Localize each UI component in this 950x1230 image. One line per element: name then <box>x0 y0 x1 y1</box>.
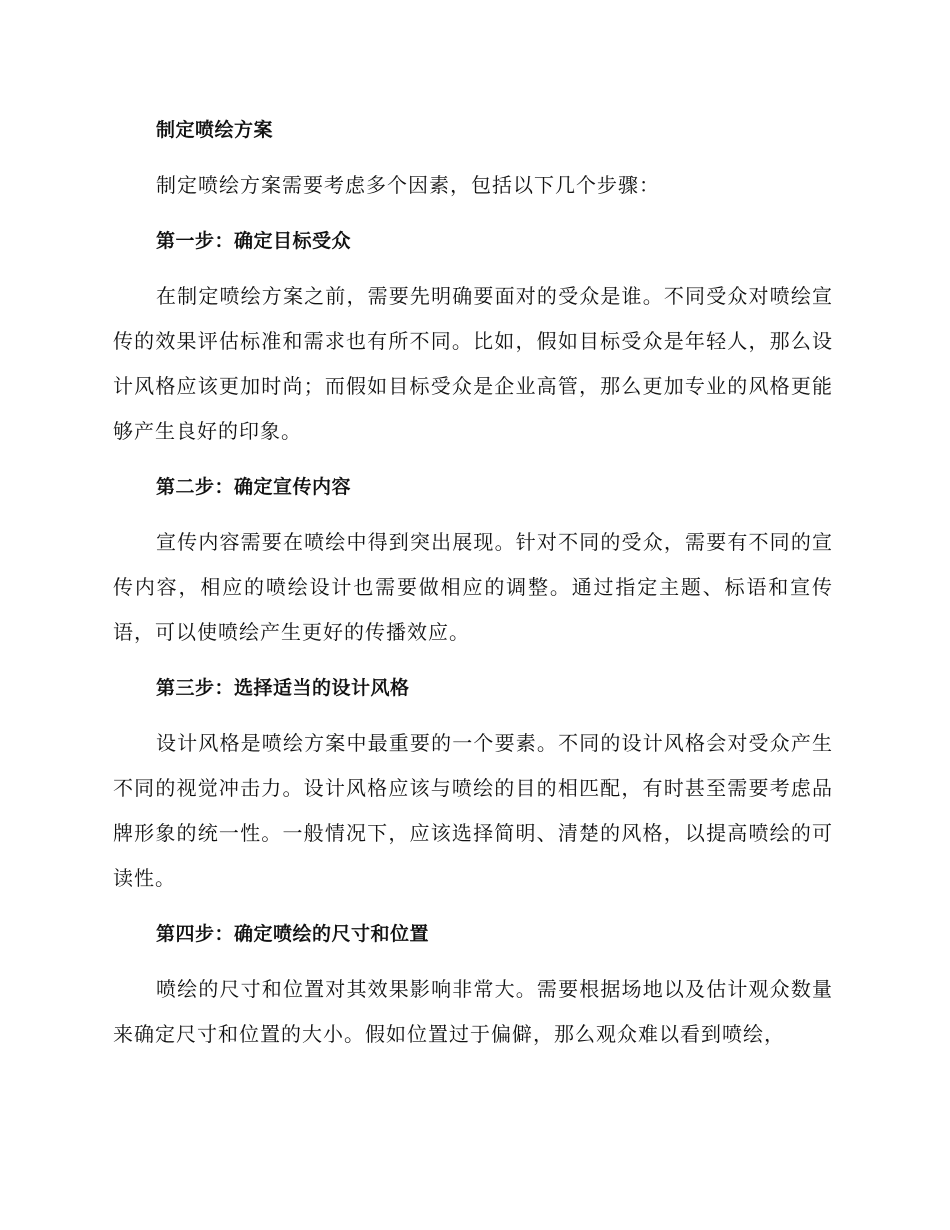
step-1-heading: 第一步：确定目标受众 <box>156 230 352 252</box>
step-2-paragraph: 宣传内容需要在喷绘中得到突出展现。针对不同的受众，需要有不同的宣传内容，相应的喷绘设计也需要做相应的调整。通过指定主题、标语和宣传语，可以使喷绘产生更好的传播效应。 <box>113 530 833 644</box>
step-2-heading: 第二步：确定宣传内容 <box>156 476 352 498</box>
document-title: 制定喷绘方案 <box>156 119 274 141</box>
intro-paragraph: 制定喷绘方案需要考虑多个因素，包括以下几个步骤： <box>156 173 660 197</box>
step-1-paragraph: 在制定喷绘方案之前，需要先明确要面对的受众是谁。不同受众对喷绘宣传的效果评估标准和需求也有所不同。比如，假如目标受众是年轻人，那么设计风格应该更加时尚；而假如目标受众是企业高管，那么更加专业的风格更能够产生良好的印象。 <box>113 284 833 443</box>
step-3-heading: 第三步：选择适当的设计风格 <box>156 677 410 699</box>
step-3-paragraph: 设计风格是喷绘方案中最重要的一个要素。不同的设计风格会对受众产生不同的视觉冲击力。设计风格应该与喷绘的目的相匹配，有时甚至需要考虑品牌形象的统一性。一般情况下，应该选择简明、清楚的风格，以提高喷绘的可读性。 <box>113 731 833 890</box>
step-4-heading: 第四步：确定喷绘的尺寸和位置 <box>156 923 430 945</box>
step-4-paragraph: 喷绘的尺寸和位置对其效果影响非常大。需要根据场地以及估计观众数量来确定尺寸和位置的大小。假如位置过于偏僻，那么观众难以看到喷绘， <box>113 977 833 1046</box>
document-page <box>113 108 833 1057</box>
